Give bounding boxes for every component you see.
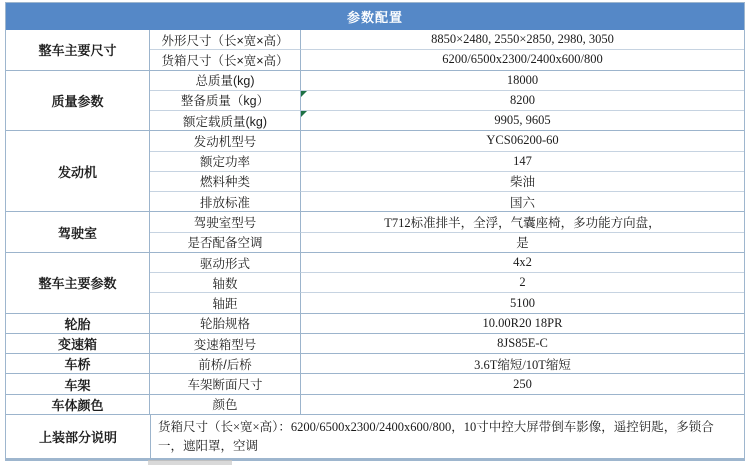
excel-error-flag-icon	[301, 111, 307, 117]
table-title: 参数配置	[6, 3, 744, 30]
notes-text	[151, 415, 744, 458]
param-cell: 整备质量（kg）	[150, 91, 301, 111]
excel-error-flag-icon	[301, 91, 307, 97]
value-cell: 5100	[301, 293, 744, 313]
category-cell: 质量参数	[6, 71, 150, 132]
value-cell: 国六	[301, 192, 744, 212]
value-cell	[301, 111, 744, 131]
category-cell: 车架	[6, 374, 150, 394]
param-cell: 发动机型号	[150, 131, 301, 151]
param-cell: 排放标准	[150, 192, 301, 212]
category-cell: 车体颜色	[6, 395, 150, 415]
horizontal-scrollbar-thumb[interactable]	[148, 460, 232, 465]
value-cell: 3.6T缩短/10T缩短	[301, 354, 744, 374]
value-cell: 250	[301, 374, 744, 394]
category-cell: 车桥	[6, 354, 150, 374]
param-cell: 驾驶室型号	[150, 212, 301, 232]
value-cell: 2	[301, 273, 744, 293]
spec-table	[5, 2, 745, 461]
spec-grid	[6, 30, 744, 415]
param-cell: 变速箱型号	[150, 334, 301, 354]
param-cell: 轴距	[150, 293, 301, 313]
category-cell: 轮胎	[6, 314, 150, 334]
param-cell: 额定载质量(kg)	[150, 111, 301, 131]
notes-text-content: 货箱尺寸（长×宽×高）：6200/6500x2300/2400x600/800，10寸中控大屏带倒车影像，遥控钥匙，多锁合一，遮阳罩，空调	[158, 420, 714, 453]
category-cell: 发动机	[6, 131, 150, 212]
upper-body-notes-row	[6, 415, 744, 458]
param-cell: 额定功率	[150, 152, 301, 172]
value-cell	[301, 395, 744, 415]
value-cell	[301, 91, 744, 111]
category-cell: 变速箱	[6, 334, 150, 354]
param-cell: 轴数	[150, 273, 301, 293]
value-cell: 18000	[301, 71, 744, 91]
value-cell: 10.00R20 18PR	[301, 314, 744, 334]
value-cell: 8JS85E-C	[301, 334, 744, 354]
param-cell: 驱动形式	[150, 253, 301, 273]
value-text: 9905, 9605	[494, 113, 551, 128]
param-cell: 货箱尺寸（长×宽×高）	[150, 50, 301, 70]
value-cell: 4x2	[301, 253, 744, 273]
category-cell: 上装部分说明	[6, 415, 151, 458]
value-text: 8200	[510, 92, 535, 107]
param-cell: 车架断面尺寸	[150, 374, 301, 394]
value-cell: 柴油	[301, 172, 744, 192]
category-cell: 驾驶室	[6, 212, 150, 253]
param-cell: 颜色	[150, 395, 301, 415]
param-cell: 是否配备空调	[150, 233, 301, 253]
param-cell: 燃料种类	[150, 172, 301, 192]
param-cell: 总质量(kg)	[150, 71, 301, 91]
param-cell: 轮胎规格	[150, 314, 301, 334]
value-cell: YCS06200-60	[301, 131, 744, 151]
category-cell: 整车主要参数	[6, 253, 150, 314]
value-cell: 是	[301, 233, 744, 253]
value-cell: 6200/6500x2300/2400x600/800	[301, 50, 744, 70]
param-cell: 前桥/后桥	[150, 354, 301, 374]
value-cell: 8850×2480, 2550×2850, 2980, 3050	[301, 30, 744, 50]
value-cell: T712标准排半，全浮，气囊座椅，多功能方向盘，	[301, 212, 744, 232]
value-cell: 147	[301, 152, 744, 172]
param-cell: 外形尺寸（长×宽×高）	[150, 30, 301, 50]
category-cell: 整车主要尺寸	[6, 30, 150, 71]
